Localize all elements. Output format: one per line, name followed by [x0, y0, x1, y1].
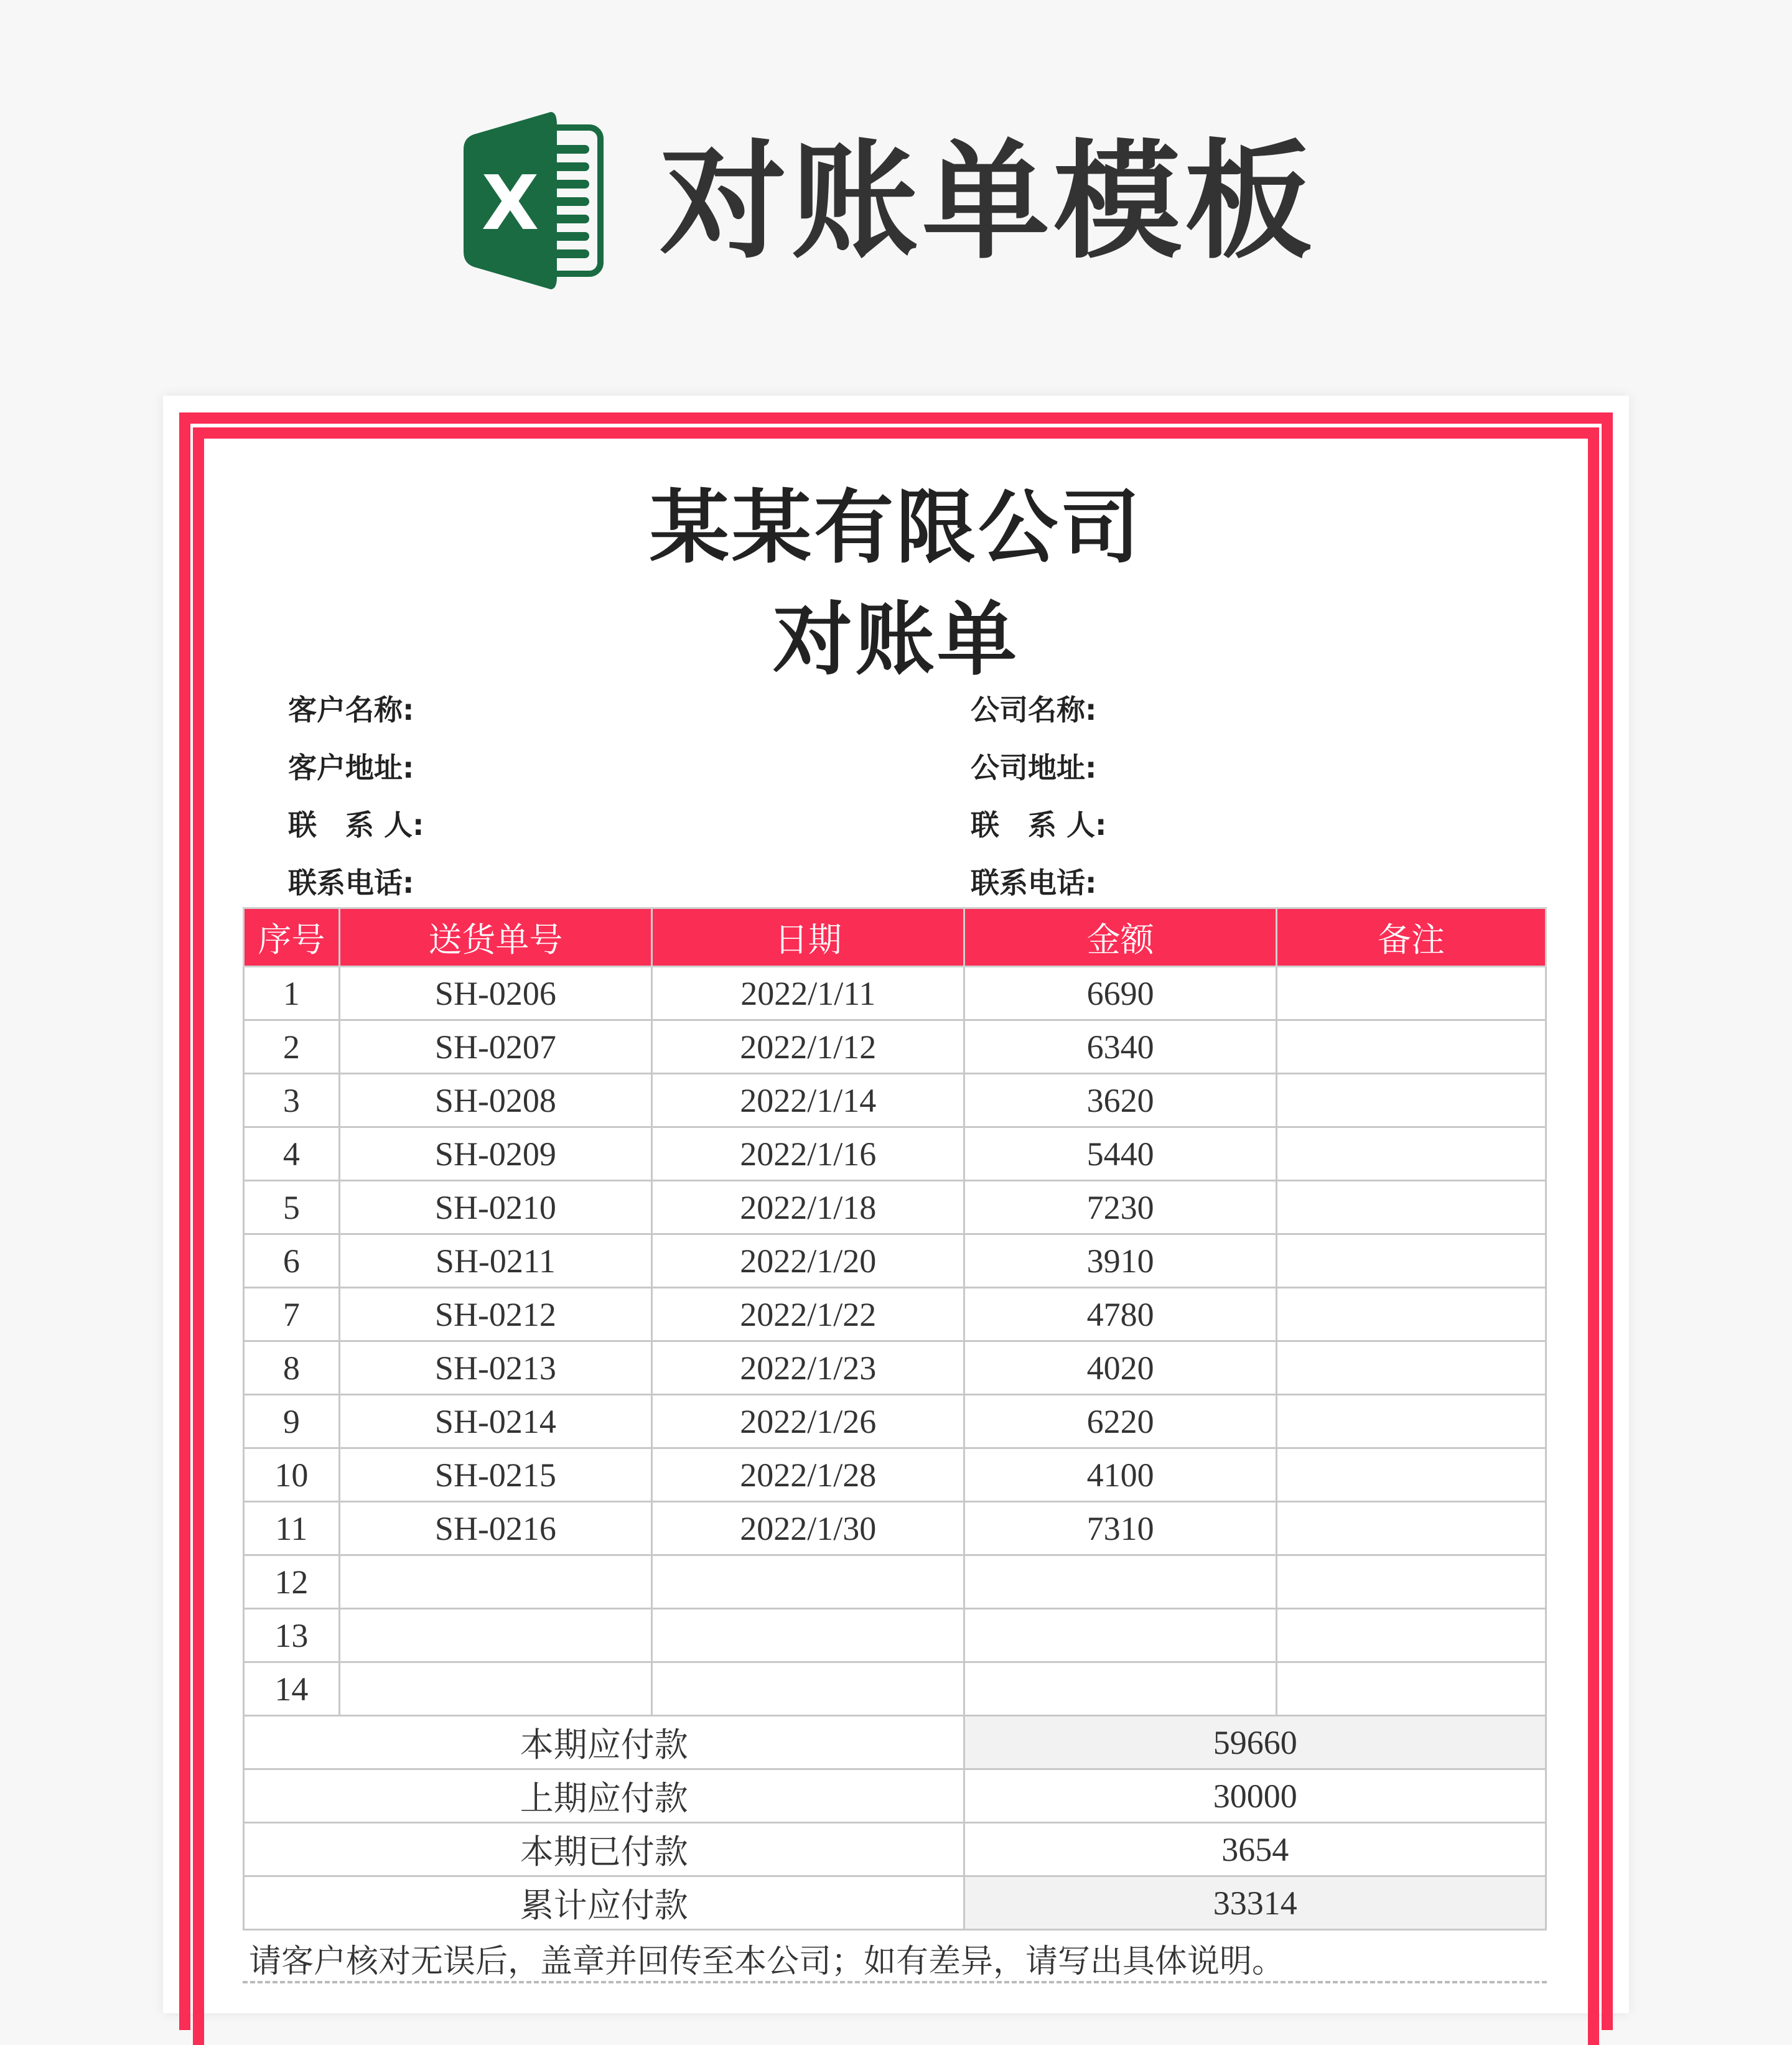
cell-amount[interactable]: 3620	[964, 1074, 1276, 1127]
cell-amount[interactable]	[964, 1609, 1276, 1662]
summary-value[interactable]: 59660	[964, 1716, 1546, 1769]
table-row	[244, 1020, 1546, 1074]
page-title: 对账单模板	[660, 128, 1316, 276]
cell-delivery-no[interactable]: SH-0216	[339, 1502, 651, 1555]
header-amount: 金额	[964, 908, 1276, 967]
cell-date[interactable]	[652, 1662, 964, 1716]
summary-label: 本期已付款	[244, 1823, 964, 1876]
cell-date[interactable]: 2022/1/26	[652, 1395, 964, 1448]
cell-amount[interactable]: 7230	[964, 1181, 1276, 1234]
table-row	[244, 1074, 1546, 1127]
cell-amount[interactable]: 3910	[964, 1234, 1276, 1288]
company-address-label: 公司地址:	[971, 751, 1097, 785]
customer-name-label: 客户名称:	[288, 693, 414, 727]
cell-remarks[interactable]	[1276, 1288, 1546, 1341]
table-row	[244, 1555, 1546, 1609]
header-remarks: 备注	[1276, 908, 1546, 967]
cell-index[interactable]: 9	[244, 1395, 340, 1448]
cell-delivery-no[interactable]: SH-0211	[339, 1234, 651, 1288]
cell-index[interactable]: 12	[244, 1555, 340, 1609]
cell-delivery-no[interactable]	[339, 1662, 651, 1716]
cell-index[interactable]: 13	[244, 1609, 340, 1662]
document-subtitle: 对账单	[772, 594, 1019, 686]
cell-amount[interactable]: 6690	[964, 967, 1276, 1020]
cell-remarks[interactable]	[1276, 1395, 1546, 1448]
customer-phone-label: 联系电话:	[288, 866, 414, 900]
table-row	[244, 1395, 1546, 1448]
cell-remarks[interactable]	[1276, 1555, 1546, 1609]
cell-index[interactable]: 14	[244, 1662, 340, 1716]
company-contact-label: 联 系 人:	[971, 808, 1107, 842]
cell-index[interactable]: 7	[244, 1288, 340, 1341]
customer-address-label: 客户地址:	[288, 751, 414, 785]
cell-remarks[interactable]	[1276, 1020, 1546, 1074]
company-phone-label: 联系电话:	[971, 866, 1097, 900]
cell-delivery-no[interactable]: SH-0215	[339, 1448, 651, 1502]
cell-index[interactable]: 6	[244, 1234, 340, 1288]
header-delivery-no: 送货单号	[339, 908, 651, 967]
cell-index[interactable]: 5	[244, 1181, 340, 1234]
summary-row	[244, 1769, 1546, 1823]
cell-date[interactable]: 2022/1/22	[652, 1288, 964, 1341]
cell-index[interactable]: 1	[244, 967, 340, 1020]
summary-row	[244, 1823, 1546, 1876]
summary-label: 上期应付款	[244, 1769, 964, 1823]
cell-date[interactable]: 2022/1/16	[652, 1127, 964, 1181]
summary-value[interactable]: 30000	[964, 1769, 1546, 1823]
cell-amount[interactable]	[964, 1662, 1276, 1716]
company-name: 某某有限公司	[649, 482, 1142, 574]
table-row	[244, 1662, 1546, 1716]
cell-amount[interactable]: 4780	[964, 1288, 1276, 1341]
cell-index[interactable]: 3	[244, 1074, 340, 1127]
cell-index[interactable]: 2	[244, 1020, 340, 1074]
table-row	[244, 1127, 1546, 1181]
cell-delivery-no[interactable]: SH-0214	[339, 1395, 651, 1448]
cell-delivery-no[interactable]: SH-0209	[339, 1127, 651, 1181]
cell-date[interactable]: 2022/1/20	[652, 1234, 964, 1288]
cell-date[interactable]: 2022/1/28	[652, 1448, 964, 1502]
statement-table	[243, 907, 1547, 1931]
table-header-row	[244, 908, 1546, 967]
customer-contact-label: 联 系 人:	[288, 808, 424, 842]
cell-date[interactable]: 2022/1/23	[652, 1341, 964, 1395]
cell-amount[interactable]: 4020	[964, 1341, 1276, 1395]
cell-amount[interactable]: 4100	[964, 1448, 1276, 1502]
cell-remarks[interactable]	[1276, 1341, 1546, 1395]
cell-remarks[interactable]	[1276, 1234, 1546, 1288]
table-row	[244, 1502, 1546, 1555]
cell-date[interactable]	[652, 1555, 964, 1609]
cell-amount[interactable]: 5440	[964, 1127, 1276, 1181]
cell-index[interactable]: 10	[244, 1448, 340, 1502]
table-row	[244, 1448, 1546, 1502]
company-name-label: 公司名称:	[971, 693, 1097, 727]
excel-icon	[464, 112, 607, 289]
cell-index[interactable]: 4	[244, 1127, 340, 1181]
cell-remarks[interactable]	[1276, 1662, 1546, 1716]
cell-date[interactable]: 2022/1/30	[652, 1502, 964, 1555]
summary-label: 累计应付款	[244, 1876, 964, 1930]
table-row	[244, 1341, 1546, 1395]
cell-delivery-no[interactable]: SH-0208	[339, 1074, 651, 1127]
cell-delivery-no[interactable]: SH-0210	[339, 1181, 651, 1234]
table-row	[244, 1234, 1546, 1288]
summary-value[interactable]: 3654	[964, 1823, 1546, 1876]
svg-text:X: X	[481, 161, 539, 247]
cell-remarks[interactable]	[1276, 1609, 1546, 1662]
table-row	[244, 1288, 1546, 1341]
dashed-divider	[243, 1981, 1547, 1983]
summary-row	[244, 1716, 1546, 1769]
header-index: 序号	[244, 908, 340, 967]
summary-row	[244, 1876, 1546, 1930]
cell-delivery-no[interactable]	[339, 1609, 651, 1662]
cell-delivery-no[interactable]: SH-0207	[339, 1020, 651, 1074]
cell-amount[interactable]: 7310	[964, 1502, 1276, 1555]
cell-amount[interactable]	[964, 1555, 1276, 1609]
cell-date[interactable]: 2022/1/11	[652, 967, 964, 1020]
header-date: 日期	[652, 908, 964, 967]
table-row	[244, 1609, 1546, 1662]
table-row	[244, 967, 1546, 1020]
cell-date[interactable]	[652, 1609, 964, 1662]
cell-remarks[interactable]	[1276, 1502, 1546, 1555]
cell-date[interactable]: 2022/1/12	[652, 1020, 964, 1074]
cell-date[interactable]: 2022/1/18	[652, 1181, 964, 1234]
cell-delivery-no[interactable]: SH-0213	[339, 1341, 651, 1395]
cell-remarks[interactable]	[1276, 1448, 1546, 1502]
cell-remarks[interactable]	[1276, 1074, 1546, 1127]
cell-date[interactable]: 2022/1/14	[652, 1074, 964, 1127]
cell-delivery-no[interactable]: SH-0212	[339, 1288, 651, 1341]
footer-note: 请客户核对无误后，盖章并回传至本公司；如有差异，请写出具体说明。	[249, 1944, 1285, 1980]
cell-delivery-no[interactable]	[339, 1555, 651, 1609]
summary-label: 本期应付款	[244, 1716, 964, 1769]
cell-amount[interactable]: 6220	[964, 1395, 1276, 1448]
cell-remarks[interactable]	[1276, 1181, 1546, 1234]
cell-index[interactable]: 11	[244, 1502, 340, 1555]
cell-remarks[interactable]	[1276, 1127, 1546, 1181]
cell-index[interactable]: 8	[244, 1341, 340, 1395]
cell-amount[interactable]: 6340	[964, 1020, 1276, 1074]
cell-delivery-no[interactable]: SH-0206	[339, 967, 651, 1020]
table-row	[244, 1181, 1546, 1234]
cell-remarks[interactable]	[1276, 967, 1546, 1020]
summary-value[interactable]: 33314	[964, 1876, 1546, 1930]
